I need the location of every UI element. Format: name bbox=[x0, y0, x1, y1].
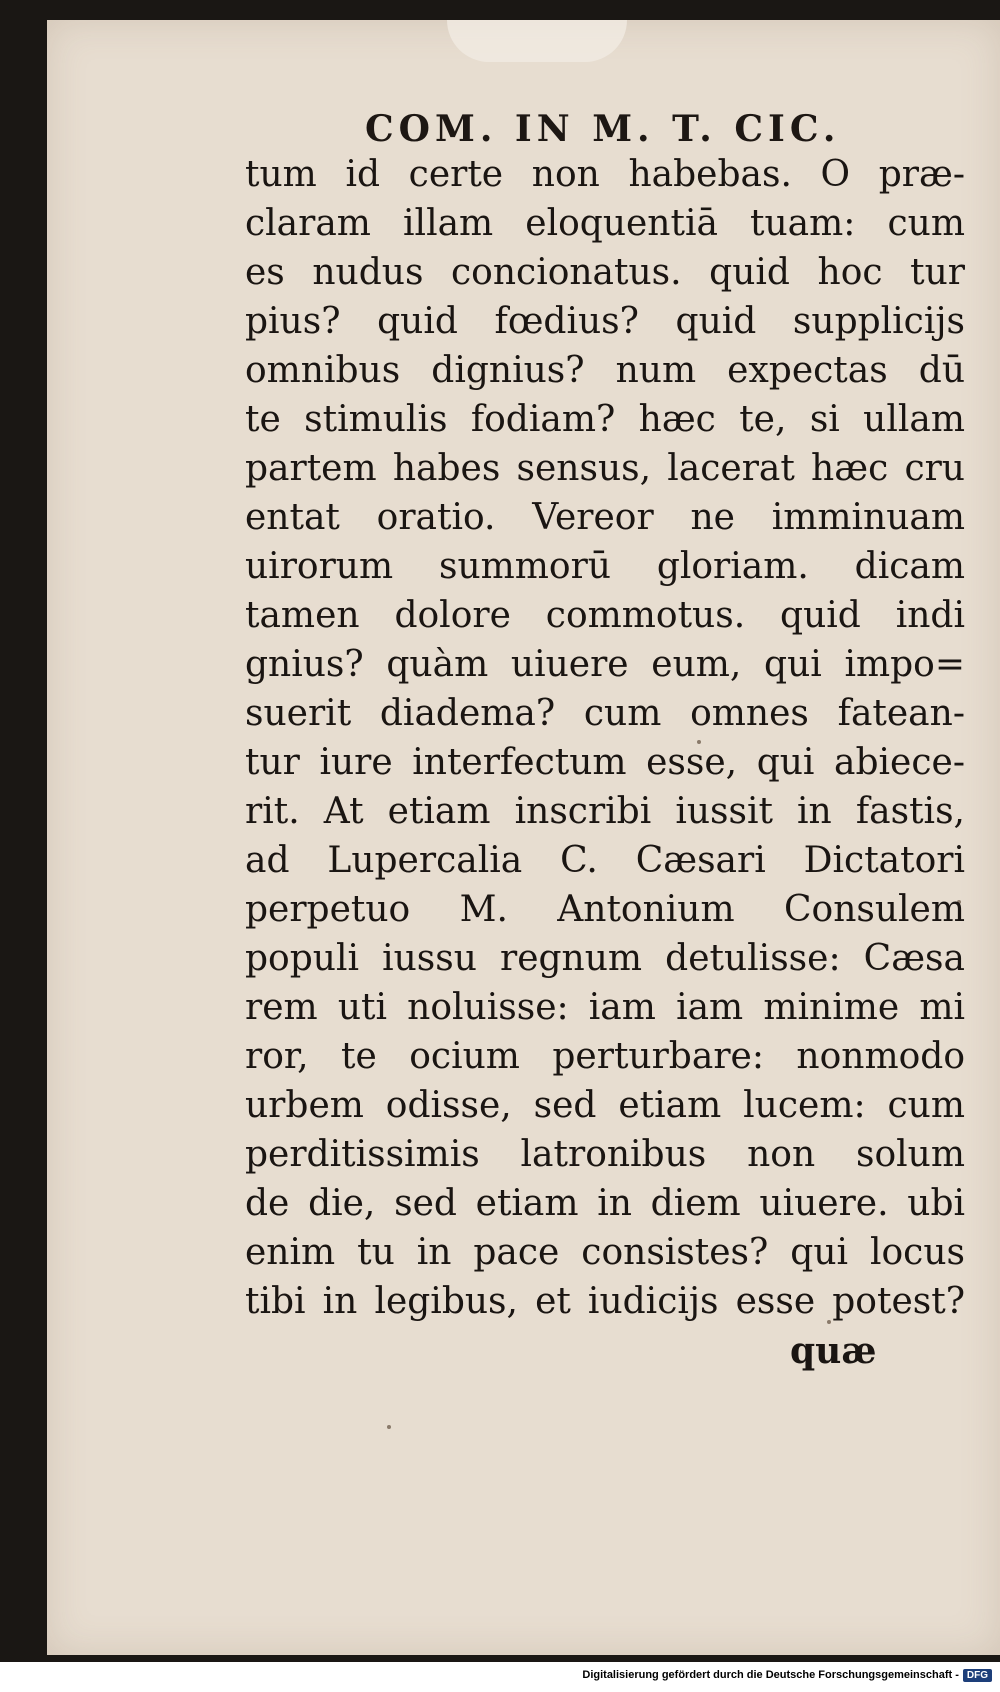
text-line: partem habes sensus, lacerat hæc cru bbox=[245, 448, 965, 489]
text-line: es nudus concionatus. quid hoc tur bbox=[245, 252, 965, 293]
digitization-footer bbox=[582, 1664, 992, 1686]
text-line: tur iure interfectum esse, qui abiece- bbox=[245, 742, 965, 783]
text-line: ad Lupercalia C. Cæsari Dictatori bbox=[245, 840, 965, 881]
text-line: omnibus dignius? num expectas dū bbox=[245, 350, 965, 391]
text-line: rem uti noluisse: iam iam minime mi bbox=[245, 987, 965, 1028]
text-line: populi iussu regnum detulisse: Cæsa bbox=[245, 938, 965, 979]
text-line: de die, sed etiam in diem uiuere. ubi bbox=[245, 1183, 965, 1224]
text-line: uirorum summorū gloriam. dicam bbox=[245, 546, 965, 587]
text-line: tum id certe non habebas. O præ- bbox=[245, 154, 965, 195]
text-line: te stimulis fodiam? hæc te, si ullam bbox=[245, 399, 965, 440]
text-line: enim tu in pace consistes? qui locus bbox=[245, 1232, 965, 1273]
catchword: quæ bbox=[790, 1330, 877, 1372]
text-line: pius? quid fœdius? quid supplicijs bbox=[245, 301, 965, 342]
text-line: urbem odisse, sed etiam lucem: cum bbox=[245, 1085, 965, 1126]
text-line: tibi in legibus, et iudicijs esse potest? bbox=[245, 1281, 965, 1322]
text-line: perpetuo M. Antonium Consulem bbox=[245, 889, 965, 930]
running-head: COM. IN M. T. CIC. bbox=[365, 108, 841, 150]
text-line: rit. At etiam inscribi iussit in fastis, bbox=[245, 791, 965, 832]
body-text bbox=[245, 150, 965, 1326]
text-line: claram illam eloquentiā tuam: cum bbox=[245, 203, 965, 244]
text-line: gnius? quàm uiuere eum, qui impo= bbox=[245, 644, 965, 685]
text-line: perditissimis latronibus non solum bbox=[245, 1134, 965, 1175]
paper-speck bbox=[387, 1425, 391, 1429]
text-line: ror, te ocium perturbare: nonmodo bbox=[245, 1036, 965, 1077]
dfg-logo: DFG bbox=[963, 1669, 992, 1682]
footer-credit: Digitalisierung gefördert durch die Deutsche Forschungsgemeinschaft - bbox=[582, 1669, 959, 1681]
text-line: suerit diadema? cum omnes fatean- bbox=[245, 693, 965, 734]
text-line: tamen dolore commotus. quid indi bbox=[245, 595, 965, 636]
text-line: entat oratio. Vereor ne imminuam bbox=[245, 497, 965, 538]
